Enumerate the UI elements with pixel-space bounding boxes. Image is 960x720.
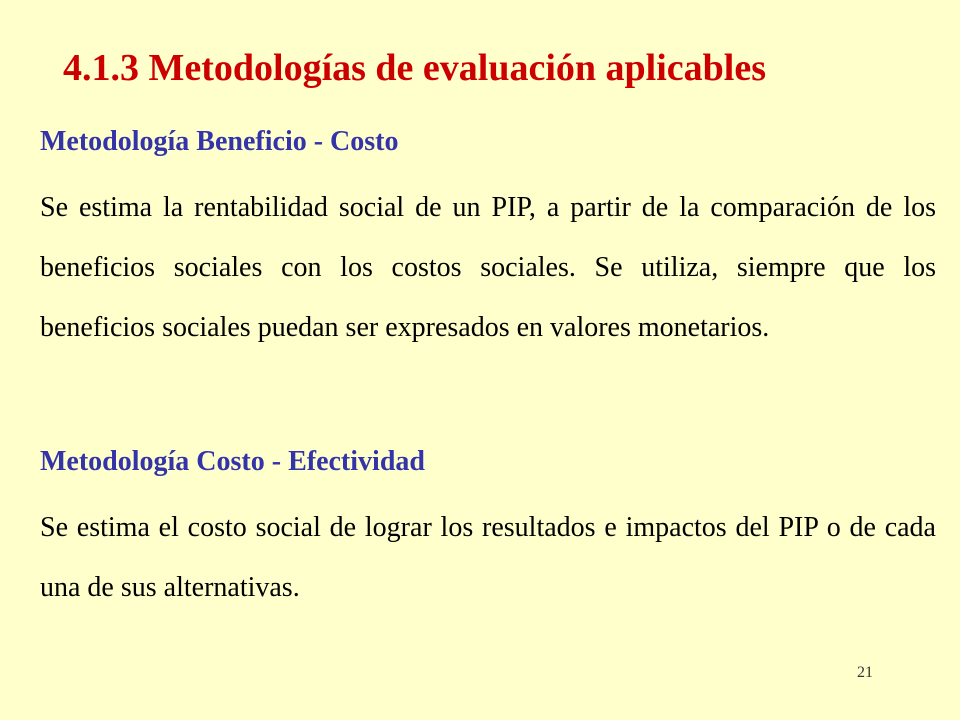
page-number: 21 — [857, 664, 873, 681]
section-costo-efectividad — [40, 444, 936, 618]
section-heading: Metodología Beneficio - Costo — [40, 126, 399, 157]
section-body: Se estima el costo social de lograr los resultados e impactos del PIP o de cada una de sus alternativas. — [40, 512, 936, 603]
section-beneficio-costo — [40, 124, 936, 358]
section-body: Se estima la rentabilidad social de un PIP, a partir de la comparación de los beneficios sociales con los costos sociales. Se utiliza, siempre que los beneficios sociales puedan ser expresados en valores monetarios. — [40, 192, 936, 343]
section-heading: Metodología Costo - Efectividad — [40, 446, 425, 477]
slide-title: 4.1.3 Metodologías de evaluación aplicables — [63, 47, 766, 89]
